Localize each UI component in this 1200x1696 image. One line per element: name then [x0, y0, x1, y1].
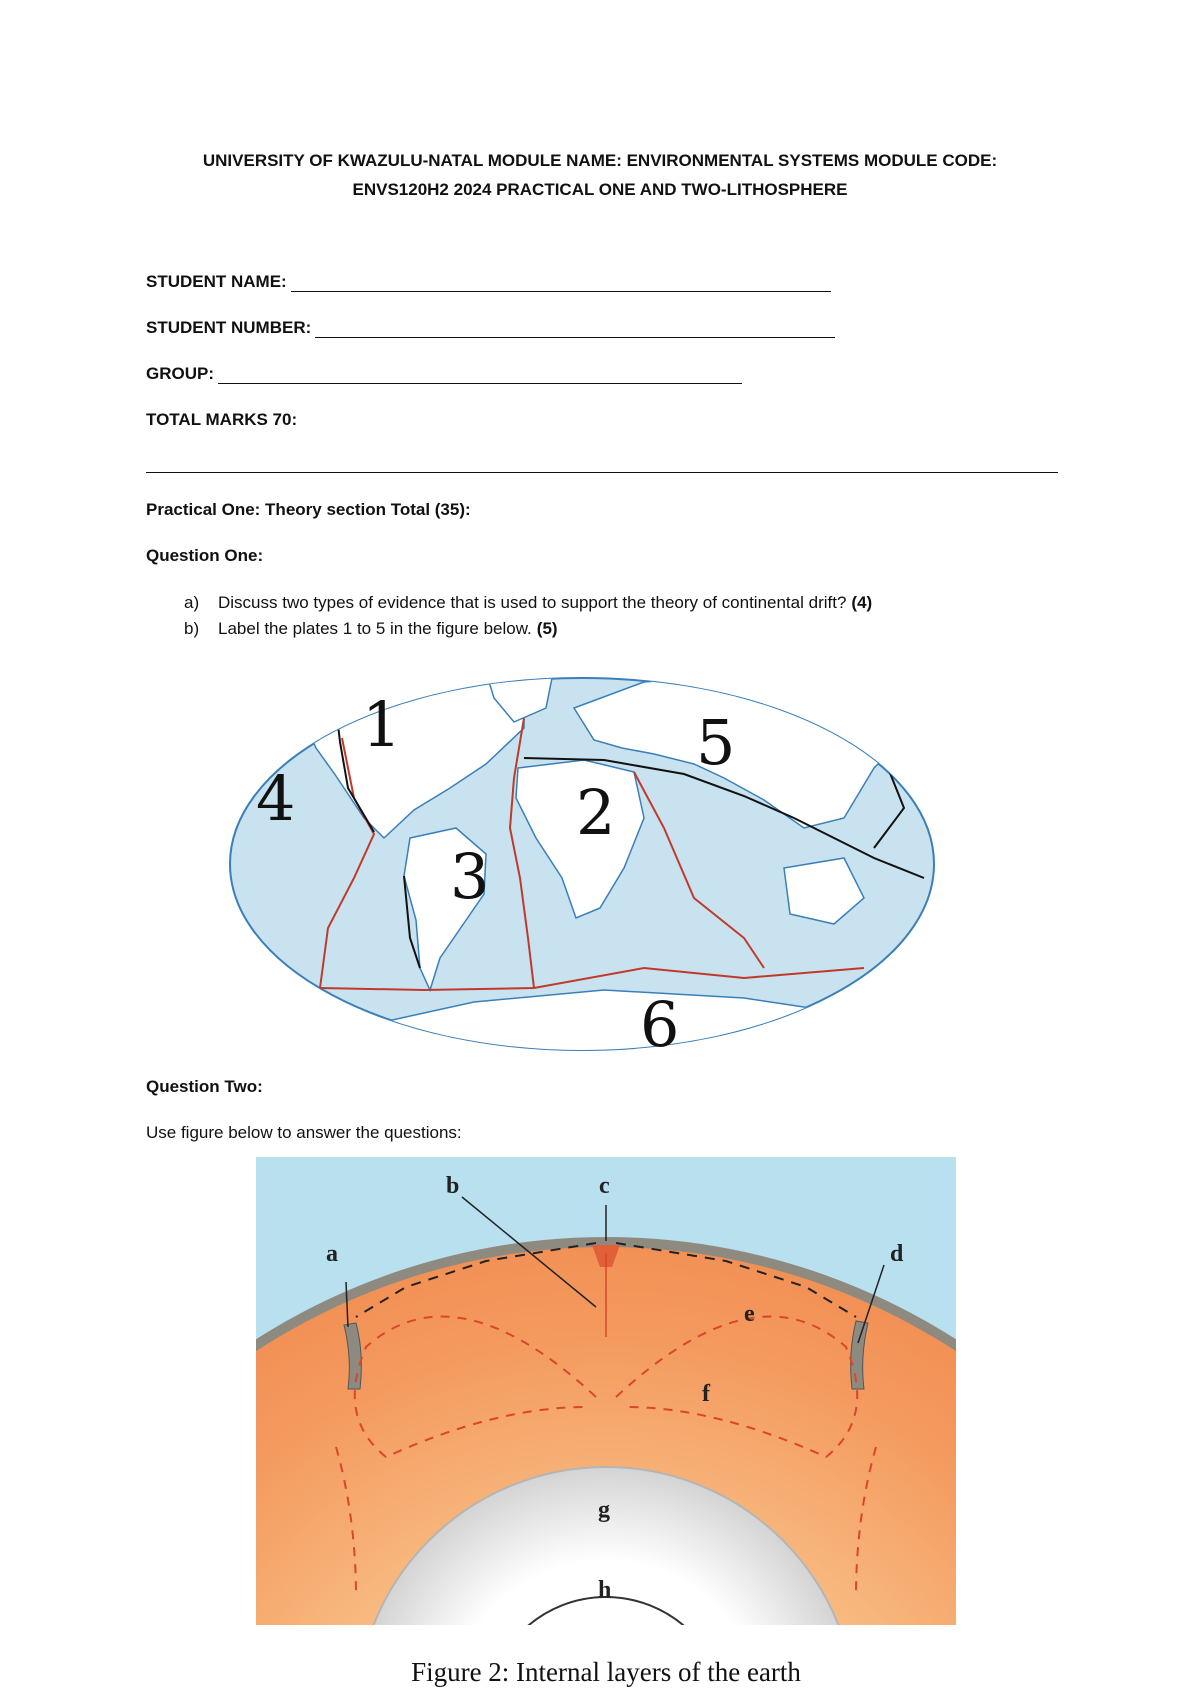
plate-label-1: 1: [362, 688, 402, 761]
question-item-b: [146, 616, 872, 642]
item-marks: (4): [851, 593, 873, 612]
group-label: GROUP:: [146, 364, 214, 383]
layer-label-a: a: [326, 1241, 338, 1267]
layer-label-f: f: [702, 1381, 710, 1407]
layer-label-c: c: [599, 1173, 610, 1199]
document-title: [100, 146, 1100, 204]
question-one-heading: Question One:: [146, 546, 264, 565]
tectonic-plate-map: [224, 668, 940, 1060]
group-field[interactable]: [146, 364, 742, 384]
item-text: Label the plates 1 to 5 in the figure below.: [218, 619, 532, 638]
student-number-field[interactable]: [146, 318, 835, 338]
student-number-label: STUDENT NUMBER:: [146, 318, 312, 337]
practical-one-heading: Practical One: Theory section Total (35):: [146, 500, 471, 519]
plate-label-5: 5: [696, 706, 736, 779]
total-marks-field: [146, 410, 297, 430]
group-blank[interactable]: [218, 365, 742, 384]
student-name-field[interactable]: [146, 272, 831, 292]
earth-layers-figure: [256, 1157, 956, 1625]
title-line-2: ENVS120H2 2024 PRACTICAL ONE AND TWO-LITHOSPHERE: [352, 180, 848, 199]
student-name-label: STUDENT NAME:: [146, 272, 287, 291]
section-divider: [146, 472, 1058, 473]
question-one-list: [146, 590, 872, 642]
figure-caption: Figure 2: Internal layers of the earth: [411, 1657, 801, 1687]
title-line-1: UNIVERSITY OF KWAZULU-NATAL MODULE NAME: ENVIRONMENTAL SYSTEMS MODULE CODE:: [202, 151, 998, 170]
question-two-heading: Question Two:: [146, 1077, 263, 1096]
total-marks-label: TOTAL MARKS 70:: [146, 410, 298, 429]
question-item-a: [146, 590, 872, 616]
item-marks: (5): [536, 619, 558, 638]
layer-label-e: e: [744, 1301, 755, 1327]
student-name-blank[interactable]: [291, 273, 831, 292]
item-text: Discuss two types of evidence that is used to support the theory of continental drift?: [218, 593, 847, 612]
layer-label-g: g: [598, 1497, 610, 1523]
item-label: b): [184, 619, 200, 638]
plate-label-4: 4: [256, 762, 296, 835]
layer-label-b: b: [446, 1173, 460, 1199]
plate-label-2: 2: [576, 776, 616, 849]
layer-label-d: d: [890, 1241, 904, 1267]
question-two-instruction: Use figure below to answer the questions:: [146, 1123, 462, 1142]
plate-label-3: 3: [450, 840, 490, 913]
plate-label-6: 6: [640, 988, 680, 1060]
layer-label-h: h: [598, 1577, 612, 1603]
student-number-blank[interactable]: [315, 319, 835, 338]
item-label: a): [184, 593, 200, 612]
